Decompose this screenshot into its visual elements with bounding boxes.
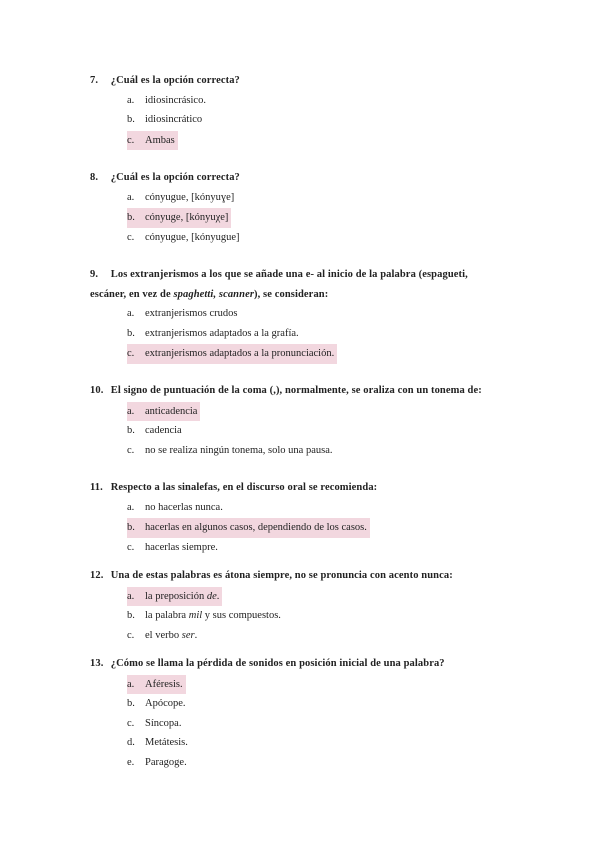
option-letter: b. xyxy=(127,522,135,533)
option-letter: b. xyxy=(127,114,135,125)
question-text-line2-emphasis: spaghetti, scanner xyxy=(173,288,255,300)
option-a-highlighted[interactable] xyxy=(127,402,200,422)
option-text: Ambas xyxy=(145,134,175,146)
option-text: extranjerismos crudos xyxy=(145,308,238,319)
question-number: 11. xyxy=(90,482,103,493)
option-letter: e. xyxy=(127,756,135,768)
question-text-line2-pre: escáner, en vez de xyxy=(90,288,174,300)
option-text: Metátesis. xyxy=(145,737,188,748)
option-letter: a. xyxy=(127,94,135,106)
option-letter: b. xyxy=(127,212,135,223)
option-letter: b. xyxy=(127,698,135,709)
option-text: no se realiza ningún tonema, solo una pausa. xyxy=(145,444,333,456)
option-a-highlighted[interactable] xyxy=(127,675,186,695)
option-letter: b. xyxy=(127,425,135,436)
option-c[interactable] xyxy=(127,714,530,734)
option-b[interactable] xyxy=(127,421,530,441)
option-text-post: . xyxy=(216,590,220,602)
option-text-post: . xyxy=(194,629,198,641)
option-b[interactable] xyxy=(127,606,530,626)
option-letter: a. xyxy=(127,308,135,319)
option-letter: b. xyxy=(127,327,135,339)
option-text-pre: la preposición xyxy=(145,590,207,602)
question-title xyxy=(90,168,530,188)
option-letter: a. xyxy=(127,501,135,513)
option-text: idiosincrático xyxy=(145,114,203,125)
question-9 xyxy=(90,265,530,364)
option-a[interactable] xyxy=(127,91,530,111)
option-letter: a. xyxy=(127,678,135,690)
option-b-highlighted[interactable] xyxy=(127,518,370,538)
question-title xyxy=(90,566,530,586)
option-text: hacerlas siempre. xyxy=(145,541,218,553)
option-letter: c. xyxy=(127,541,135,553)
option-a[interactable] xyxy=(127,304,530,324)
option-text: extranjerismos adaptados a la grafía. xyxy=(145,327,299,339)
option-c-highlighted[interactable] xyxy=(127,344,337,364)
option-text: Paragoge. xyxy=(145,756,187,768)
option-text xyxy=(145,630,197,641)
question-number: 9. xyxy=(90,269,99,280)
question-10 xyxy=(90,381,530,460)
option-text: hacerlas en algunos casos, dependiendo de los casos. xyxy=(145,522,367,533)
question-number: 7. xyxy=(90,75,99,86)
option-text-pre: la palabra xyxy=(145,610,189,621)
question-text-line1: Los extranjerismos a los que se añade una e- al inicio de la palabra (espagueti, xyxy=(110,269,468,280)
option-b[interactable] xyxy=(127,694,530,714)
question-text-line2-post: ), se consideran: xyxy=(254,288,329,300)
option-letter: c. xyxy=(127,717,135,729)
option-text-emphasis: de xyxy=(206,590,217,602)
option-b-highlighted[interactable] xyxy=(127,208,231,228)
question-8 xyxy=(90,168,530,247)
question-title xyxy=(90,654,530,674)
question-13 xyxy=(90,654,530,772)
question-number: 13. xyxy=(90,658,104,669)
option-text: cónyuge, [kónyuχe] xyxy=(145,212,229,223)
question-title xyxy=(90,71,530,91)
question-title-line2 xyxy=(90,285,530,305)
option-text-pre: el verbo xyxy=(145,629,182,641)
option-letter: b. xyxy=(127,610,135,621)
option-c[interactable] xyxy=(127,538,530,558)
option-c[interactable] xyxy=(127,228,530,248)
option-text xyxy=(145,610,281,621)
option-text-emphasis: ser xyxy=(181,629,195,641)
option-text: idiosincrásico. xyxy=(145,94,206,106)
question-title xyxy=(90,265,530,285)
option-text: no hacerlas nunca. xyxy=(145,501,223,513)
option-letter: a. xyxy=(127,405,135,417)
question-11 xyxy=(90,478,530,557)
option-b[interactable] xyxy=(127,110,530,130)
question-text: ¿Cuál es la opción correcta? xyxy=(110,75,240,86)
question-title xyxy=(90,478,530,498)
option-text: cónyugue, [kónyuɣe] xyxy=(145,191,235,203)
question-number: 10. xyxy=(90,385,104,396)
option-text: anticadencia xyxy=(145,405,198,417)
option-c[interactable] xyxy=(127,441,530,461)
option-e[interactable] xyxy=(127,753,530,773)
question-7 xyxy=(90,71,530,150)
question-text: El signo de puntuación de la coma (,), normalmente, se oraliza con un tonema de: xyxy=(110,385,482,396)
option-a-highlighted[interactable] xyxy=(127,587,222,607)
option-text: cadencia xyxy=(145,425,182,436)
option-d[interactable] xyxy=(127,733,530,753)
question-12 xyxy=(90,566,530,645)
option-letter: c. xyxy=(127,444,135,456)
question-number: 8. xyxy=(90,172,99,183)
option-letter: c. xyxy=(127,629,135,641)
option-letter: a. xyxy=(127,191,135,203)
option-text-emphasis: mil xyxy=(188,610,203,621)
option-letter: c. xyxy=(127,134,135,146)
option-text: Síncopa. xyxy=(145,717,182,729)
question-text: Una de estas palabras es átona siempre, no se pronuncia con acento nunca: xyxy=(110,570,453,581)
option-a[interactable] xyxy=(127,498,530,518)
option-text xyxy=(145,591,219,602)
option-b[interactable] xyxy=(127,324,530,344)
option-a[interactable] xyxy=(127,188,530,208)
option-c[interactable] xyxy=(127,626,530,646)
question-text: Respecto a las sinalefas, en el discurso oral se recomienda: xyxy=(110,482,378,493)
option-text: extranjerismos adaptados a la pronunciación. xyxy=(145,348,335,359)
question-text: ¿Cómo se llama la pérdida de sonidos en posición inicial de una palabra? xyxy=(110,658,445,669)
question-text: ¿Cuál es la opción correcta? xyxy=(110,172,240,183)
option-letter: c. xyxy=(127,231,135,243)
option-letter: a. xyxy=(127,590,135,602)
option-text: Apócope. xyxy=(145,698,186,709)
option-c-highlighted[interactable] xyxy=(127,131,178,151)
option-text: Aféresis. xyxy=(145,678,183,690)
question-number: 12. xyxy=(90,570,104,581)
question-title xyxy=(90,381,530,401)
option-text-post: y sus compuestos. xyxy=(202,610,281,621)
option-letter: d. xyxy=(127,737,135,748)
option-letter: c. xyxy=(127,348,135,359)
option-text: cónyugue, [kónyugue] xyxy=(145,231,240,243)
